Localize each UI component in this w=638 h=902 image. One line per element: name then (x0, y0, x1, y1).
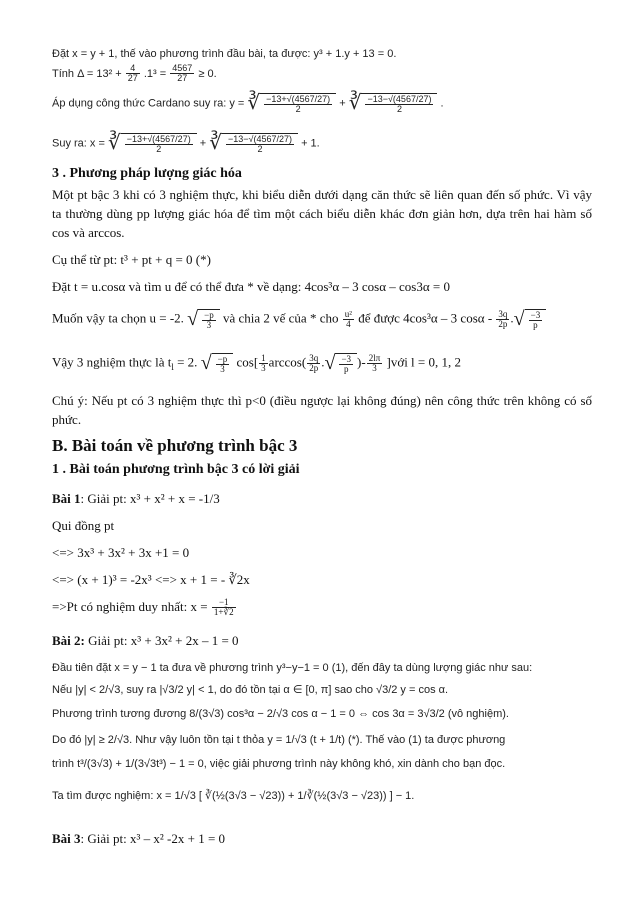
delta-mid: .1³ = (143, 67, 167, 80)
3q-over-2p: $\frac{3q}{2p}$ (498, 308, 508, 329)
note-paragraph: Chú ý: Nếu pt có 3 nghiệm thực thì p<0 (điều ngược lại không đúng) nên công thức trên không có số phức. (52, 393, 592, 427)
cardano-substitution-text: Đặt x = y + 1, thế vào phương trình đầu bài, ta được: y³ + 1.y + 13 = 0. (52, 48, 397, 60)
cardano-line-3: Áp dụng công thức Cardano suy ra: y = ∛ $\frac{-13+√(4567/27)}{2}$ + ∛ $\frac{-13-√(4567/27)}{2}$ . (52, 92, 444, 114)
three-roots-line: Vậy 3 nghiệm thực là $t_l = 2$. √ $\frac{-p}{3}$ cos[ $\frac{1}{3}$ arccos( $\frac{3q}{2p}$ .√ $\frac{-3}{p}$ )- $\frac{2l\pi}{3}$ ]với l = 0, 1, 2 (52, 352, 461, 374)
cardano-line-4: Suy ra: x = ∛ $\frac{-13+√(4567/27)}{2}$ + ∛ $\frac{-13-√(4567/27)}{2}$ + 1. (52, 132, 320, 154)
cube-root-a: ∛ $\frac{-13+√(4567/27)}{2}$ (247, 92, 336, 115)
bai-2-line-6: Ta tìm được nghiệm: x = 1/√3 [ ∛(½(3√3 − √23)) + 1/∛(½(3√3 − √23)) ] − 1. (52, 790, 415, 802)
delta-fraction-1: $\frac{4}{27}$ (127, 63, 138, 84)
sqrt-minus-p-over-3-b: √ $\frac{-p}{3}$ (201, 352, 234, 375)
bai-1-step-1: Qui đồng pt (52, 518, 115, 533)
sqrt-minus-p-over-3: √ $\frac{-p}{3}$ (187, 308, 220, 331)
cardano-x-prefix: Suy ra: x = (52, 137, 105, 150)
bai-1-root-fraction: $\frac{-1}{1+∛2}$ (213, 597, 234, 618)
cube-root-c: ∛ $\frac{-13+√(4567/27)}{2}$ (108, 132, 197, 155)
cardano-line-2 (52, 64, 217, 84)
bai-2-line-5: trình t³/(3√3) + 1/(3√3t³) − 1 = 0, việc giải phương trình này không khó, xin dành cho bạn đọc. (52, 758, 506, 770)
bai-1-step-3: <=> (x + 1)³ = -2x³ <=> x + 1 = - ∛2x (52, 572, 250, 587)
bai-2-line-3: Phương trình tương đương 8/(3√3) cos³α − 2/√3 cos α − 1 = 0 ⇔ cos 3α = 3√3/2 (vô nghiệm). (52, 708, 509, 720)
cube-root-d: ∛ $\frac{-13-√(4567/27)}{2}$ (209, 132, 298, 155)
subsection-1-heading: 1 . Bài toán phương trình bậc 3 có lời giải (52, 462, 300, 477)
section-3-heading: 3 . Phương pháp lượng giác hóa (52, 166, 242, 181)
u-squared-over-4: $\frac{\text{u²}}{4}$ (344, 308, 352, 329)
bai-2-line-1: Đầu tiên đặt x = y − 1 ta đưa về phương trình y³−y−1 = 0 (1), đến đây ta dùng lượng giác như sau: (52, 662, 533, 674)
choose-u-line: Muốn vậy ta chọn u = -2. √ $\frac{-p}{3}$ và chia 2 vế của * cho $\frac{\text{u²}}{4}$ để được 4cos³α – 3 cosα - $\frac{3q}{2p}$ .√ $\frac{-3}{p}$ (52, 308, 546, 331)
delta-fraction-2: $\frac{4567}{27}$ (172, 63, 193, 84)
equation-pt: Cụ thể từ pt: t³ + pt + q = 0 (*) (52, 252, 211, 267)
cube-root-b: ∛ $\frac{-13-√(4567/27)}{2}$ (349, 92, 438, 115)
cardano-x-suffix: + 1. (301, 137, 320, 150)
section-b-heading: B. Bài toán về phương trình bậc 3 (52, 436, 298, 455)
bai-1-solution: =>Pt có nghiệm duy nhất: x = $\frac{-1}{1+∛2}$ (52, 597, 234, 618)
substitution-line: Đặt t = u.cosα và tìm u để có thể đưa * về dạng: 4cos³α – 3 cosα – cos3α = 0 (52, 279, 450, 294)
delta-suffix: ≥ 0. (198, 67, 217, 80)
cardano-y-prefix: Áp dụng công thức Cardano suy ra: y = (52, 97, 245, 110)
bai-2-line-4: Do đó |y| ≥ 2/√3. Như vậy luôn tồn tại t thỏa y = 1/√3 (t + 1/t) (*). Thế vào (1) ta được phương (52, 734, 506, 746)
section-3-intro: Một pt bậc 3 khi có 3 nghiệm thực, khi biểu diễn dưới dạng căn thức sẽ liên quan đến số phức. Vì vậy ta thường dùng pp lượng giác hóa để tìm một cách biểu diễn khác đơn giản hơn, dựa trên hai hàm số cos và arccos. (52, 187, 592, 240)
bai-3-title: Bài 3: Giải pt: x³ – x² -2x + 1 = 0 (52, 831, 226, 846)
bai-1-title: Bài 1: Giải pt: x³ + x² + x = -1/3 (52, 491, 220, 506)
bai-2-line-2: Nếu |y| < 2/√3, suy ra |√3/2 y| < 1, do đó tồn tại α ∈ [0, π] sao cho √3/2 y = cos α. (52, 684, 449, 696)
bai-1-step-2: <=> 3x³ + 3x² + 3x +1 = 0 (52, 545, 190, 560)
cardano-line-1 (52, 48, 396, 61)
delta-prefix: Tính Δ = 13² + (52, 67, 122, 80)
sqrt-minus-3-over-p: √ $\frac{-3}{p}$ (514, 308, 547, 331)
bai-2-title: Bài 2: Giải pt: x³ + 3x² + 2x – 1 = 0 (52, 633, 239, 648)
